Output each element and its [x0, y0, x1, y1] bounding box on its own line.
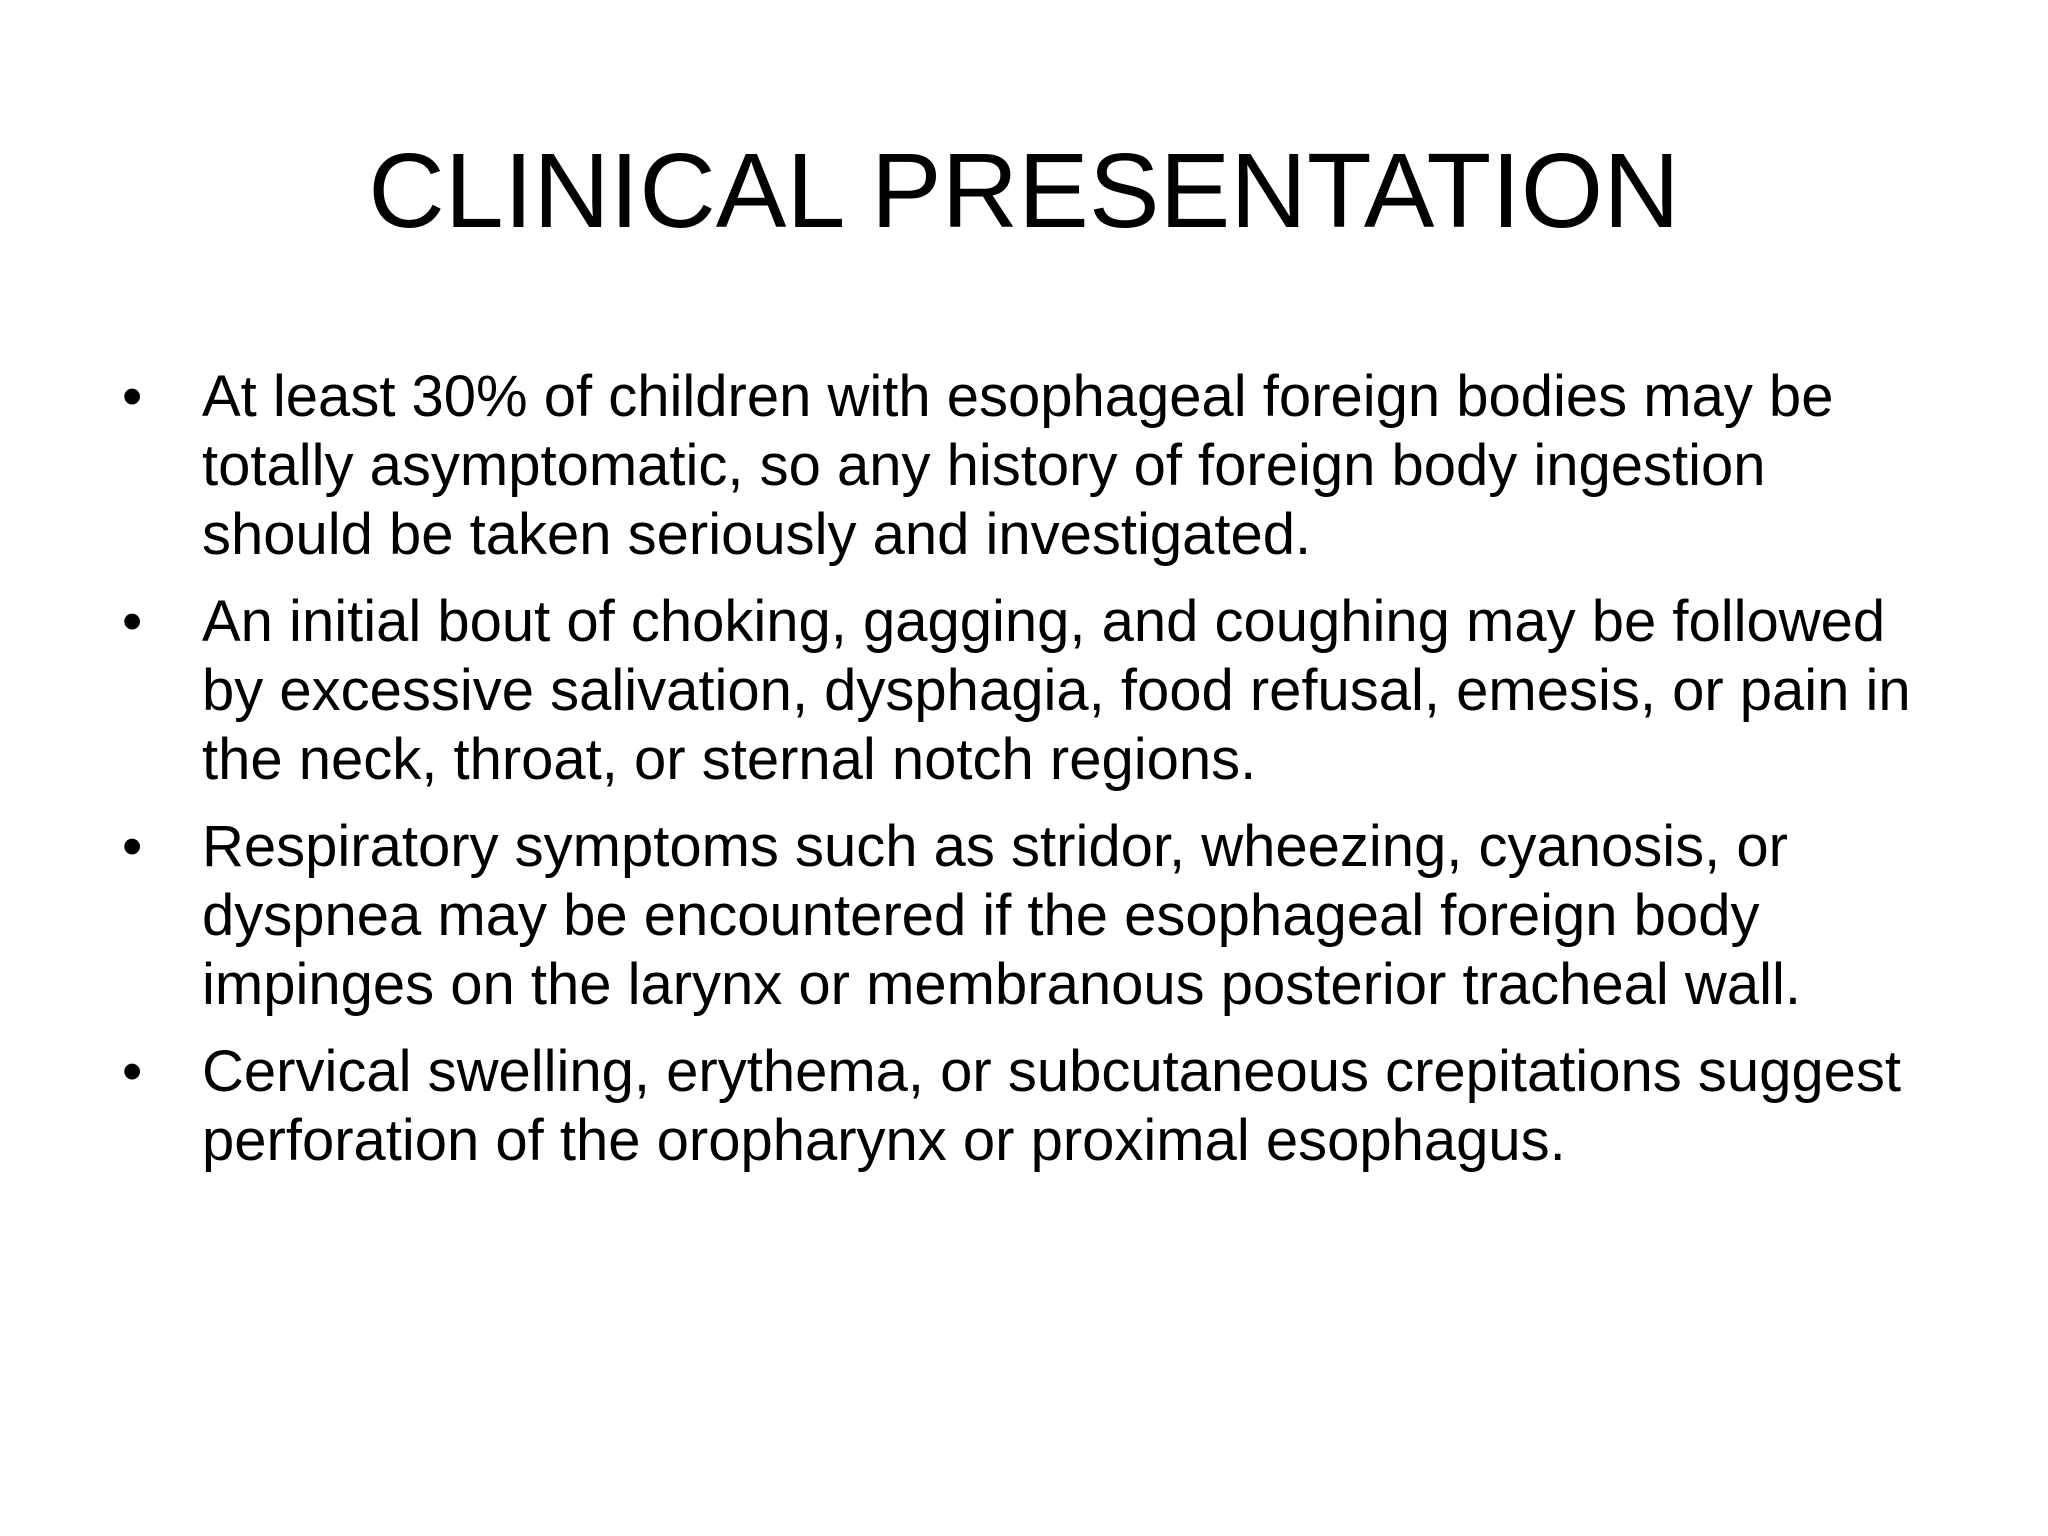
- bullet-list: [122, 362, 1952, 1193]
- bullet-text: Respiratory symptoms such as stridor, wheezing, cyanosis, or dyspnea may be encountered if the esophageal foreign body impinges on the larynx or membranous posterior tracheal wall.: [202, 814, 1801, 1017]
- bullet-item: [122, 362, 1952, 569]
- bullet-text: At least 30% of children with esophageal foreign bodies may be totally asymptomatic, so any history of foreign body ingestion should be taken seriously and investigated.: [202, 364, 1834, 567]
- bullet-item: [122, 1037, 1952, 1175]
- bullet-item: [122, 812, 1952, 1019]
- bullet-item: [122, 587, 1952, 794]
- bullet-marker: •: [122, 364, 143, 429]
- slide-title: CLINICAL PRESENTATION: [368, 132, 1680, 250]
- bullet-marker: •: [122, 814, 143, 879]
- bullet-marker: •: [122, 1039, 143, 1104]
- bullet-text: Cervical swelling, erythema, or subcutaneous crepitations suggest perforation of the oropharynx or proximal esophagus.: [202, 1039, 1901, 1173]
- bullet-text: An initial bout of choking, gagging, and coughing may be followed by excessive salivation, dysphagia, food refusal, emesis, or pain in the neck, throat, or sternal notch regions.: [202, 589, 1911, 792]
- bullet-marker: •: [122, 589, 143, 654]
